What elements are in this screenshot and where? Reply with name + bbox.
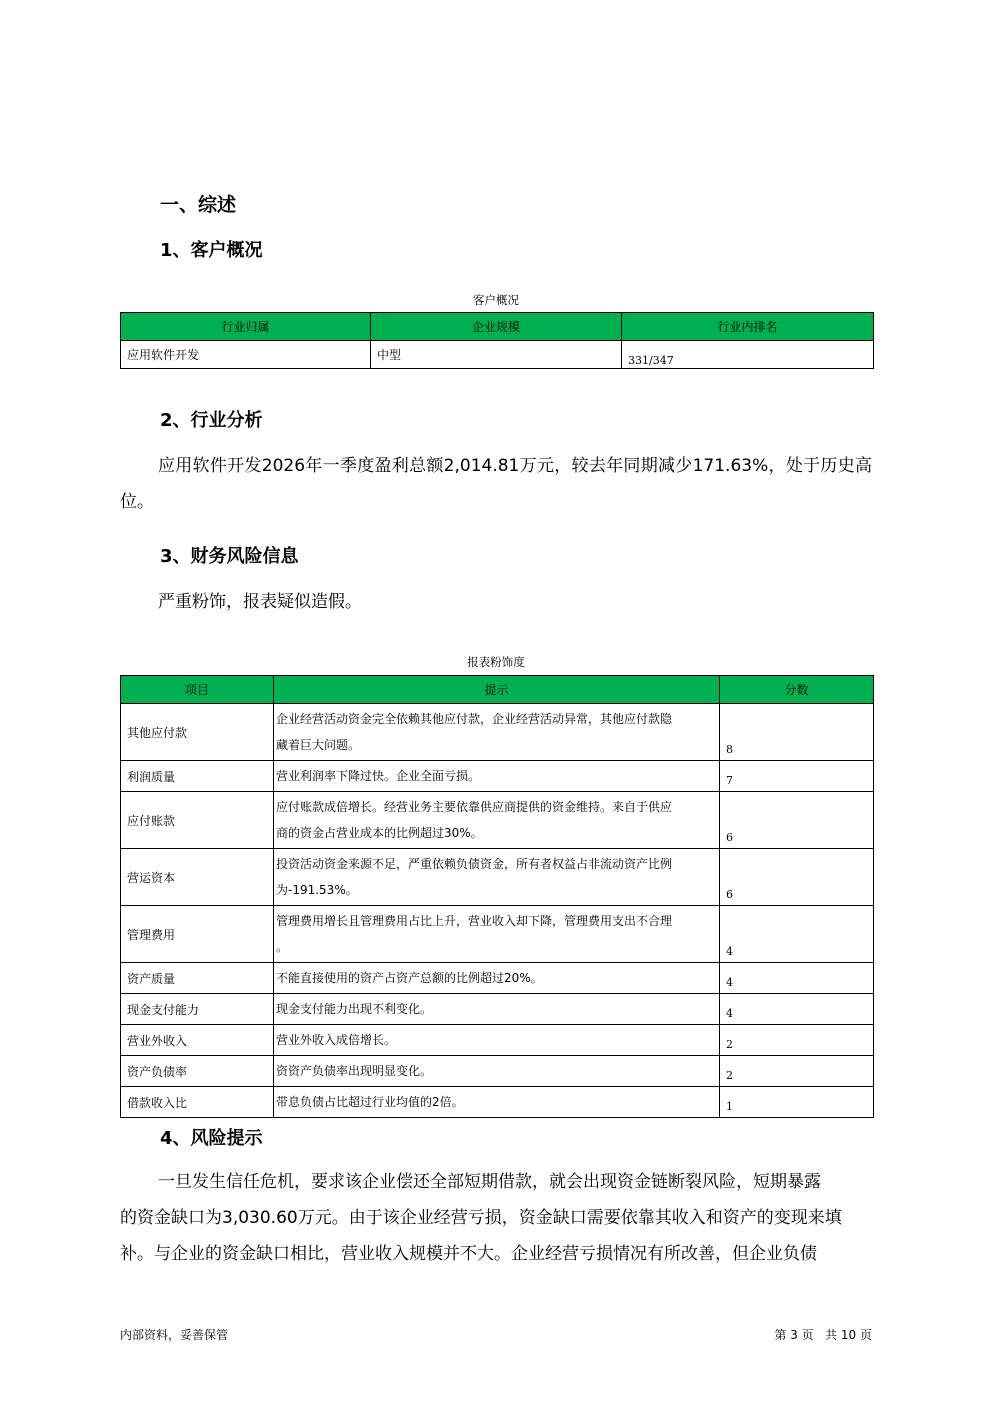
table-row — [121, 994, 874, 1025]
risk-warning-text — [120, 1164, 872, 1272]
footer-confidential: 内部资料，妥善保管 — [120, 1328, 229, 1342]
hint-line: 带息负债占比超过行业均值的2倍。 — [276, 1095, 464, 1109]
hint-line: 应付账款成倍增长。经营业务主要依靠供应商提供的资金维持。来自于供应 — [276, 800, 673, 814]
cell-hint — [274, 906, 720, 963]
table-row — [121, 1025, 874, 1056]
cell-item: 营运资本 — [121, 849, 274, 906]
table-row — [121, 1056, 874, 1087]
cell-industry-rank: 331/347 — [622, 341, 874, 369]
cell-company-size: 中型 — [371, 341, 622, 369]
hint-line: 不能直接使用的资产占资产总额的比例超过20%。 — [276, 971, 543, 985]
risk-warning-line: 的资金缺口为3,030.60万元。由于该企业经营亏损，资金缺口需要依靠其收入和资产的变现来填 — [120, 1208, 842, 1228]
cell-score: 4 — [720, 963, 874, 994]
heading-industry-analysis: 2、行业分析 — [160, 410, 263, 431]
industry-analysis-paragraph: 应用软件开发2026年一季度盈利总额2,014.81万元，较去年同期减少171.63%，处于历史高位。 — [120, 456, 872, 512]
window-dressing-table — [120, 675, 874, 1118]
cell-item: 应付账款 — [121, 792, 274, 849]
hint-line: 营业外收入成倍增长。 — [276, 1033, 397, 1047]
header-industry-rank: 行业内排名 — [622, 313, 874, 341]
header-hint: 提示 — [274, 676, 720, 704]
cell-score: 2 — [720, 1056, 874, 1087]
risk-warning-line: 补。与企业的资金缺口相比，营业收入规模并不大。企业经营亏损情况有所改善，但企业负债 — [120, 1244, 817, 1264]
hint-line: 为-191.53%。 — [276, 883, 358, 897]
financial-risk-text — [120, 584, 872, 620]
cell-score: 4 — [720, 994, 874, 1025]
heading-financial-risk: 3、财务风险信息 — [160, 546, 299, 567]
cell-score: 8 — [720, 704, 874, 761]
hint-line: 投资活动资金来源不足，严重依赖负债资金，所有者权益占非流动资产比例 — [276, 857, 673, 871]
industry-analysis-text — [120, 448, 872, 520]
table-header-row — [121, 676, 874, 704]
table-header-row — [121, 313, 874, 341]
cell-score: 6 — [720, 792, 874, 849]
hint-line: 现金支付能力出现不利变化。 — [276, 1002, 433, 1016]
table-row — [121, 849, 874, 906]
header-company-size: 企业规模 — [371, 313, 622, 341]
footer-page-number: 第 3 页 共 10 页 — [774, 1328, 872, 1342]
cell-hint — [274, 994, 720, 1025]
cell-hint — [274, 761, 720, 792]
header-item: 项目 — [121, 676, 274, 704]
cell-score: 2 — [720, 1025, 874, 1056]
cell-hint — [274, 792, 720, 849]
cell-hint — [274, 1056, 720, 1087]
heading-customer-overview: 1、客户概况 — [160, 240, 263, 261]
financial-risk-paragraph: 严重粉饰，报表疑似造假。 — [158, 592, 362, 612]
cell-score: 4 — [720, 906, 874, 963]
section-title: 一、综述 — [160, 194, 237, 216]
hint-line: 藏着巨大问题。 — [276, 738, 361, 752]
cell-item: 管理费用 — [121, 906, 274, 963]
heading-risk-warning: 4、风险提示 — [160, 1128, 263, 1149]
hint-line: 。 — [276, 940, 289, 954]
cell-score: 6 — [720, 849, 874, 906]
cell-item: 营业外收入 — [121, 1025, 274, 1056]
table-row — [121, 792, 874, 849]
table-row — [121, 906, 874, 963]
table-row — [121, 1087, 874, 1118]
cell-score: 7 — [720, 761, 874, 792]
cell-score: 1 — [720, 1087, 874, 1118]
cell-item: 资产负债率 — [121, 1056, 274, 1087]
cell-item: 利润质量 — [121, 761, 274, 792]
customer-overview-table — [120, 312, 874, 369]
table-row — [121, 761, 874, 792]
cell-hint — [274, 1087, 720, 1118]
hint-line: 资资产负债率出现明显变化。 — [276, 1064, 433, 1078]
cell-item: 资产质量 — [121, 963, 274, 994]
hint-line: 管理费用增长且管理费用占比上升，营业收入却下降，管理费用支出不合理 — [276, 914, 673, 928]
cell-hint — [274, 849, 720, 906]
cell-hint — [274, 963, 720, 994]
cell-hint — [274, 704, 720, 761]
table-row — [121, 963, 874, 994]
risk-warning-line: 一旦发生信任危机，要求该企业偿还全部短期借款，就会出现资金链断裂风险，短期暴露 — [158, 1172, 821, 1192]
hint-line: 营业利润率下降过快。企业全面亏损。 — [276, 769, 481, 783]
table-row — [121, 341, 874, 369]
cell-item: 借款收入比 — [121, 1087, 274, 1118]
cell-industry: 应用软件开发 — [121, 341, 371, 369]
hint-line: 商的资金占营业成本的比例超过30%。 — [276, 826, 483, 840]
table-row — [121, 704, 874, 761]
hint-line: 企业经营活动资金完全依赖其他应付款，企业经营活动异常，其他应付款隐 — [276, 712, 673, 726]
cell-item: 现金支付能力 — [121, 994, 274, 1025]
header-score: 分数 — [720, 676, 874, 704]
cell-hint — [274, 1025, 720, 1056]
header-industry: 行业归属 — [121, 313, 371, 341]
cell-item: 其他应付款 — [121, 704, 274, 761]
window-dressing-table-caption: 报表粉饰度 — [467, 655, 525, 669]
customer-table-caption: 客户概况 — [473, 293, 519, 307]
